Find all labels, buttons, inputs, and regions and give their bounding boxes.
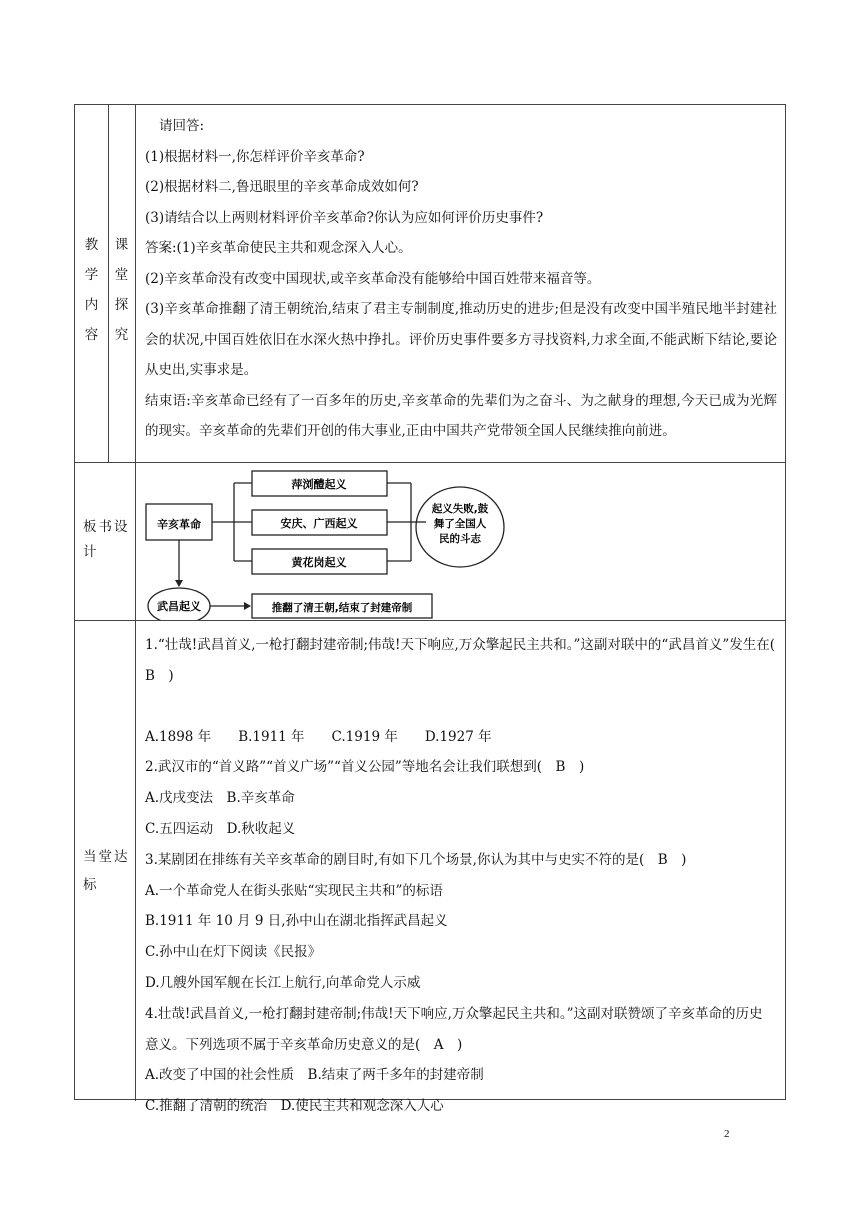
question-1: (1)根据材料一,你怎样评价辛亥革命? — [145, 148, 365, 165]
conclusion-line: 舞了全国人 — [433, 518, 487, 530]
label-char: 探 — [114, 297, 129, 313]
question-4-stem: 4.壮哉!武昌首义,一枪打翻封建帝制;伟哉!天下响应,万众擎起民主共和。”这副对联赞颂了辛亥革命的历史意义。下列选项不属于辛亥革命历史意义的是( A ) — [145, 1005, 763, 1053]
question-4-option: A.改变了中国的社会性质 B.结束了两千多年的封建帝制 — [145, 1067, 484, 1084]
root-label: 辛亥革命 — [157, 518, 201, 531]
label-class-inquiry — [108, 230, 135, 350]
label-char: 容 — [84, 327, 99, 343]
closing-remarks: 结束语:辛亥革命已经有了一百多年的历史,辛亥革命的先辈们为之奋斗、为之献身的理想,今天已成为光辉的现实。辛亥革命的先辈们开创的伟大事业,正由中国共产党带领全国人民继续推向前进。 — [145, 392, 777, 439]
page-number: 2 — [724, 1128, 730, 1140]
label-char: 堂 — [114, 267, 129, 283]
label-char: 内 — [84, 297, 99, 313]
label-in-class-assessment: 当堂达标 — [83, 849, 130, 893]
question-3: (3)请结合以上两则材料评价辛亥革命?你认为应如何评价历史事件? — [145, 209, 544, 226]
answer-3: (3)辛亥革命推翻了清王朝统治,结束了君主专制制度,推动历史的进步;但是没有改变中国半殖民地半封建社会的状况,中国百姓依旧在水深火热中挣扎。评价历史事件要多方寻找资料,力求全面,不能武断下结论,要论从史出,实事求是。 — [145, 301, 777, 378]
question-1-options: A.1898 年 B.1911 年 C.1919 年 D.1927 年 — [145, 728, 492, 745]
branch-label: 安庆、广西起义 — [280, 517, 358, 530]
question-4-option: C.推翻了清朝的统治 D.使民主共和观念深入人心 — [145, 1098, 444, 1115]
question-3-stem: 3.某剧团在排练有关辛亥革命的剧目时,有如下几个场景,你认为其中与史实不符的是( B ) — [145, 851, 687, 868]
label-board-design: 板书设计 — [83, 519, 130, 560]
lesson-table — [74, 104, 789, 1115]
result-label: 推翻了清王朝,结束了封建帝制 — [271, 602, 413, 614]
row-divider — [75, 620, 785, 621]
question-1-stem: 1.“壮哉!武昌首义,一枪打翻封建帝制;伟哉!天下响应,万众擎起民主共和。”这副对联中的“武昌首义”发生在( B ) — [145, 637, 789, 684]
conclusion-line: 起义失败,鼓 — [431, 503, 489, 515]
blank-line — [145, 692, 775, 722]
label-char: 教 — [84, 237, 99, 253]
label-char: 课 — [114, 237, 129, 253]
branch-label: 萍浏醴起义 — [291, 478, 347, 491]
question-2-option: A.戊戌变法 B.辛亥革命 — [145, 790, 295, 807]
label-char: 究 — [114, 327, 129, 343]
question-3-option: A.一个革命党人在街头张贴“实现民主共和”的标语 — [145, 882, 443, 899]
label-teaching-content — [75, 230, 108, 350]
wuchang-label: 武昌起义 — [157, 600, 201, 613]
arrow-head — [175, 580, 183, 587]
answer-1: 答案:(1)辛亥革命使民主共和观念深入人心。 — [145, 240, 412, 256]
question-3-option: D.几艘外国军舰在长江上航行,向革命党人示威 — [145, 974, 421, 991]
arrow-head — [244, 602, 251, 610]
inquiry-content — [145, 111, 777, 447]
question-3-option: B.1911 年 10 月 9 日,孙中山在湖北指挥武昌起义 — [145, 913, 448, 930]
question-2: (2)根据材料二,鲁迅眼里的辛亥革命成效如何? — [145, 179, 419, 195]
branch-label: 黄花岗起义 — [291, 556, 347, 569]
prompt-line: 请回答: — [159, 118, 205, 134]
question-2-option: C.五四运动 D.秋收起义 — [145, 820, 296, 837]
label-char: 学 — [84, 267, 99, 283]
board-diagram — [136, 463, 786, 620]
conclusion-line: 民的斗志 — [439, 533, 481, 545]
question-3-option: C.孙中山在灯下阅读《民报》 — [145, 944, 322, 961]
assessment-questions — [145, 630, 789, 1122]
question-2-stem: 2.武汉市的“首义路”“首义广场”“首义公园”等地名会让我们联想到( B ) — [145, 759, 585, 776]
answer-2: (2)辛亥革命没有改变中国现状,或辛亥革命没有能够给中国百姓带来福音等。 — [145, 270, 601, 287]
